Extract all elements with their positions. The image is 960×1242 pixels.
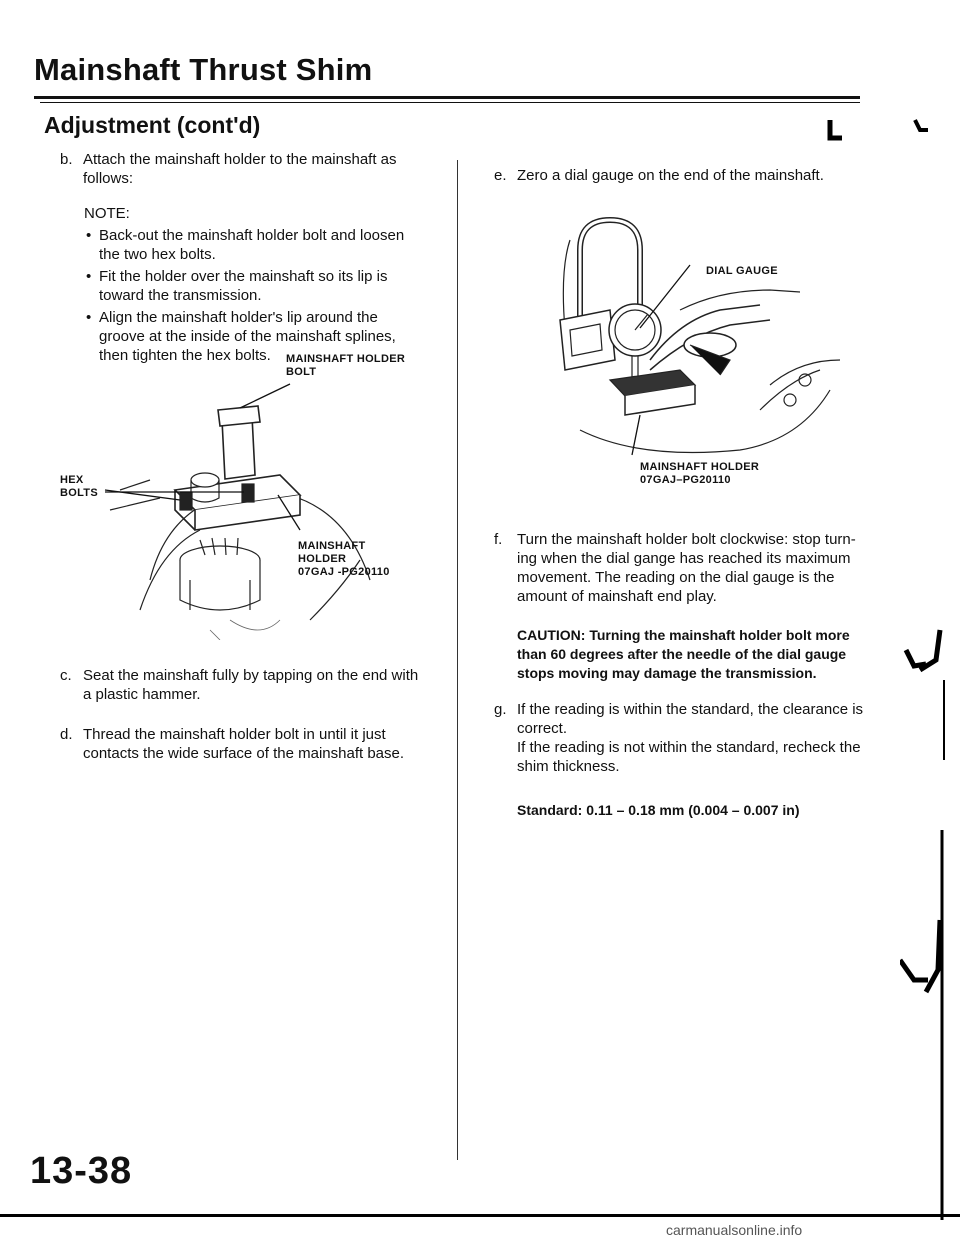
caution-line: stops moving may damage the transmission. [517,665,817,681]
label-line: HOLDER [298,553,347,565]
label-line: MAINSHAFT HOLDER [286,353,406,365]
step-g-line: If the reading is within the standard, the clearance is [517,701,864,718]
label-mainshaft-holder-2 [640,461,759,487]
step-b-text [83,150,397,188]
bullet-text [99,226,404,264]
step-g-line: If the reading is not within the standard, recheck the [517,739,861,756]
note-label: NOTE: [84,205,130,222]
step-f-line: amount of mainshaft end play. [517,588,717,605]
bullet-dot: • [86,309,92,326]
bullet-line: toward the transmission. [99,287,262,304]
binder-marks-right [900,620,960,1220]
bullet-text [99,267,387,305]
step-d [60,725,450,765]
label-dial-gauge: DIAL GAUGE [706,265,778,277]
step-d-text [83,725,404,763]
bullet-line: Align the mainshaft holder's lip around the [99,309,378,326]
watermark: carmanualsonline.info [666,1222,803,1238]
caution-line: than 60 degrees after the needle of the dial gauge [517,646,847,662]
label-line: BOLTS [60,487,98,499]
section-subtitle: Adjustment (cont'd) [44,112,261,138]
dial-gauge-illustration [540,210,870,470]
step-c-line: a plastic hammer. [83,686,201,703]
bullet-line: groove at the inside of the mainshaft splines, [99,328,396,345]
bullet-line: the two hex bolts. [99,246,216,263]
label-holder-bolt [286,353,405,379]
page-title: Mainshaft Thrust Shim [34,52,373,87]
title-rule [34,96,860,99]
step-c-number: c. [60,667,72,684]
step-f-line: ing when the dial gange has reached its maximum [517,550,851,567]
step-f-line: movement. The reading on the dial gauge is the [517,569,835,586]
note-bullet-1 [86,226,456,266]
label-line: HEX [60,474,84,486]
binder-mark-top [820,90,940,150]
step-e [494,166,894,188]
step-d-line: contacts the wide surface of the mainshaft base. [83,745,405,762]
caution-line: CAUTION: Turning the mainshaft holder bolt more [517,627,850,643]
step-f [494,530,894,610]
step-b-line: Attach the mainshaft holder to the mainshaft as [83,151,397,168]
step-e-text: Zero a dial gauge on the end of the mainshaft. [517,167,824,184]
step-g [494,700,894,780]
step-g-line: shim thickness. [517,758,620,775]
bullet-dot: • [86,227,92,244]
step-b [60,150,450,190]
label-line: BOLT [286,366,317,378]
bullet-line: Back-out the mainshaft holder bolt and loosen [99,227,405,244]
step-g-text [517,700,863,776]
step-b-line: follows: [83,170,134,187]
step-c-line: Seat the mainshaft fully by tapping on the end with [83,667,419,684]
bullet-line: Fit the holder over the mainshaft so its lip is [99,268,388,285]
column-separator [457,160,458,1160]
step-c [60,666,450,706]
mainshaft-holder-illustration [80,380,450,640]
step-e-number: e. [494,167,507,184]
note-bullet-2 [86,267,456,307]
standard-value: Standard: 0.11 – 0.18 mm (0.004 – 0.007 in) [517,802,800,818]
page-number: 13-38 [30,1150,133,1192]
label-line: MAINSHAFT [298,540,366,552]
step-f-number: f. [494,531,503,548]
bullet-dot: • [86,268,92,285]
bottom-rule [0,1214,960,1217]
label-line: 07GAJ–PG20110 [640,474,731,486]
step-b-number: b. [60,151,73,168]
step-g-line: correct. [517,720,568,737]
label-line: MAINSHAFT HOLDER [640,461,760,473]
label-hex-bolts [60,474,98,500]
step-d-number: d. [60,726,73,743]
title-rule-thin [40,102,860,103]
label-mainshaft-holder [298,540,390,579]
step-c-text [83,666,418,704]
label-line: 07GAJ -PG20110 [298,566,390,578]
step-g-number: g. [494,701,507,718]
step-f-text [517,530,856,606]
step-d-line: Thread the mainshaft holder bolt in until it just [83,726,386,743]
step-f-line: Turn the mainshaft holder bolt clockwise: stop turn- [517,531,856,548]
caution-text [517,626,897,683]
bullet-line: then tighten the hex bolts. [99,347,271,364]
